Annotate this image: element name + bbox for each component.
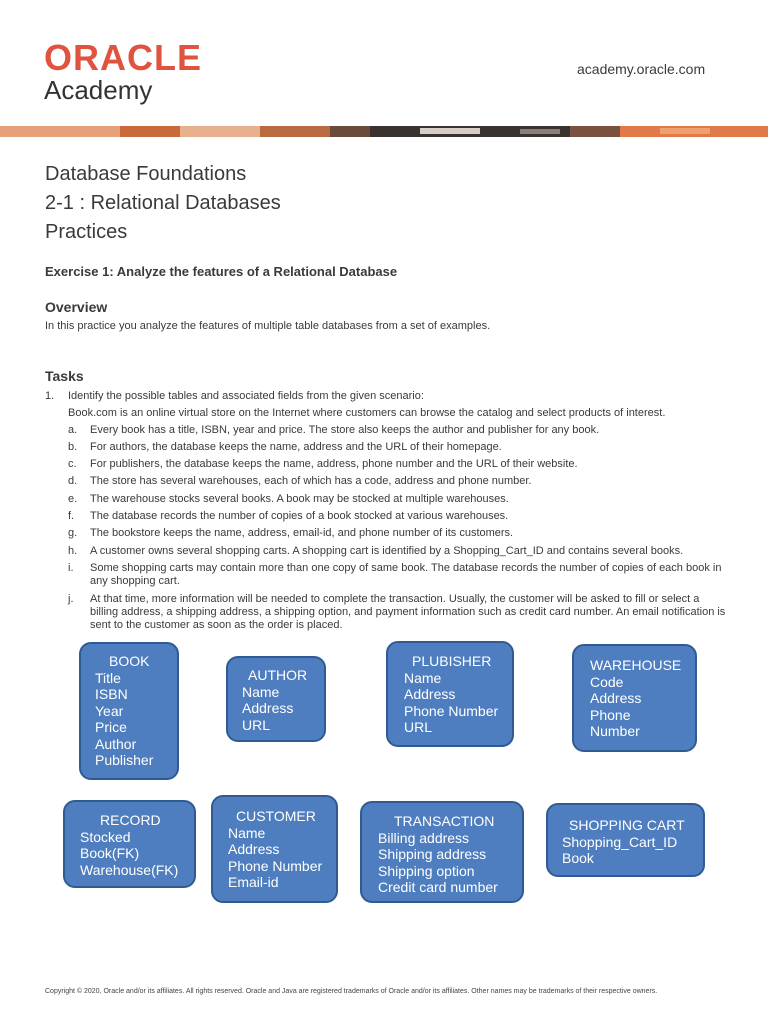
list-item-text: A customer owns several shopping carts. A shopping cart is identified by a Shopping_Cart_ID and contains several books.: [90, 545, 684, 557]
entity-field: Phone Number: [404, 702, 499, 719]
entity-field: Phone Number: [228, 857, 323, 874]
list-item-text: The store has several warehouses, each of which has a code, address and phone number.: [90, 475, 532, 487]
entity-shopping-cart: [546, 803, 705, 877]
task-number: 1.: [45, 390, 55, 402]
entity-field: Email-id: [228, 874, 279, 890]
list-item-text: The database records the number of copies of a book stocked at various warehouses.: [90, 510, 509, 522]
logo-subtitle: Academy: [44, 75, 153, 105]
overview-heading: Overview: [45, 299, 108, 315]
task-scenario: Book.com is an online virtual store on the Internet where customers can browse the catalog and select products of interest.: [68, 407, 666, 419]
overview-text: In this practice you analyze the features of multiple table databases from a set of examples.: [45, 320, 491, 332]
entity-field: Author: [95, 735, 137, 752]
copyright-footer: Copyright © 2020, Oracle and/or its affiliates. All rights reserved. Oracle and Java are registered trademarks of Oracle and/or its affiliates. Other names may be trademarks of their respective owners.: [45, 988, 658, 995]
list-item-text: The bookstore keeps the name, address, email-id, and phone number of its customers.: [90, 527, 514, 539]
list-item-text: At that time, more information will be needed to complete the transaction. Usually, the customer will be asked to fill or select a billing address, a shipping address, a shipping option, and payment information such as credit card number. An email notification is sent to the customer as soon as the order is placed.: [90, 593, 726, 631]
entity-field: Stocked: [80, 828, 131, 845]
entity-field: Address: [590, 690, 642, 706]
list-item-text: For authors, the database keeps the name, address and the URL of their homepage.: [90, 441, 502, 453]
doc-title-lesson: 2-1 : Relational Databases: [45, 192, 281, 214]
tasks-heading: Tasks: [45, 368, 84, 384]
entity-field: Address: [228, 841, 280, 857]
entity-field: Price: [95, 719, 127, 735]
entity-title: AUTHOR: [248, 667, 308, 683]
entity-field: Shipping option: [378, 862, 475, 879]
entity-field: Publisher: [95, 752, 154, 768]
list-item-letter: f.: [68, 510, 75, 522]
entity-field: URL: [404, 719, 433, 735]
entity-field: Address: [404, 686, 456, 702]
list-item-text: Some shopping carts may contain more than one copy of same book. The database records the number of copies of each book in any shopping cart.: [90, 562, 722, 587]
entity-publisher: [386, 641, 514, 747]
list-item-letter: i.: [68, 562, 74, 574]
entity-title: SHOPPING CART: [569, 817, 685, 833]
list-item-letter: c.: [68, 458, 77, 470]
list-item-letter: j.: [68, 593, 74, 605]
exercise-heading: Exercise 1: Analyze the features of a Relational Database: [45, 264, 398, 279]
list-item-letter: g.: [68, 527, 78, 539]
entity-field: Book: [562, 850, 594, 866]
entity-field: Credit card number: [378, 879, 498, 895]
entity-title: WAREHOUSE: [590, 657, 682, 673]
doc-title-practices: Practices: [45, 221, 128, 243]
entity-author: [226, 656, 326, 742]
entity-title: BOOK: [109, 653, 150, 669]
entity-field: Phone: [590, 706, 631, 723]
entity-field: Shopping_Cart_ID: [562, 833, 678, 850]
list-item-letter: a.: [68, 424, 78, 436]
entity-title: CUSTOMER: [236, 808, 316, 824]
entity-title: PLUBISHER: [412, 653, 492, 669]
entity-field: Warehouse(FK): [80, 861, 179, 878]
entity-field: Name: [242, 683, 280, 700]
decorative-banner: [0, 126, 768, 137]
entity-transaction: [360, 801, 524, 903]
list-item-letter: d.: [68, 475, 78, 487]
list-item-text: For publishers, the database keeps the name, address, phone number and the URL of their website.: [90, 458, 578, 470]
entity-field: Billing address: [378, 829, 470, 846]
entity-field: Number: [590, 723, 640, 739]
task-intro: Identify the possible tables and associated fields from the given scenario:: [68, 390, 424, 402]
entity-warehouse: [572, 644, 697, 752]
entity-field: Name: [228, 824, 266, 841]
entity-title: RECORD: [100, 812, 161, 828]
entity-field: URL: [242, 716, 271, 733]
entity-field: Name: [404, 669, 442, 686]
entity-field: Title: [95, 669, 121, 686]
entity-field: ISBN: [95, 686, 128, 702]
doc-title-course: Database Foundations: [45, 163, 247, 185]
list-item-letter: b.: [68, 441, 78, 453]
logo-wordmark: ORACLE: [44, 37, 202, 78]
list-item-text: Every book has a title, ISBN, year and price. The store also keeps the author and publisher for any book.: [90, 424, 600, 436]
entity-field: Shipping address: [378, 846, 487, 862]
list-item-text: The warehouse stocks several books. A book may be stocked at multiple warehouses.: [90, 493, 509, 505]
entity-book: [79, 642, 179, 780]
oracle-academy-logo: [44, 38, 202, 104]
entity-customer: [211, 795, 338, 903]
entity-title: TRANSACTION: [394, 813, 495, 829]
entity-record: [63, 800, 196, 888]
entity-field: Year: [95, 702, 124, 719]
entity-field: Address: [242, 700, 294, 716]
site-url[interactable]: academy.oracle.com: [577, 61, 706, 77]
entity-field: Code: [590, 673, 624, 690]
entity-field: Book(FK): [80, 845, 140, 861]
list-item-letter: h.: [68, 545, 78, 557]
list-item-letter: e.: [68, 493, 78, 505]
